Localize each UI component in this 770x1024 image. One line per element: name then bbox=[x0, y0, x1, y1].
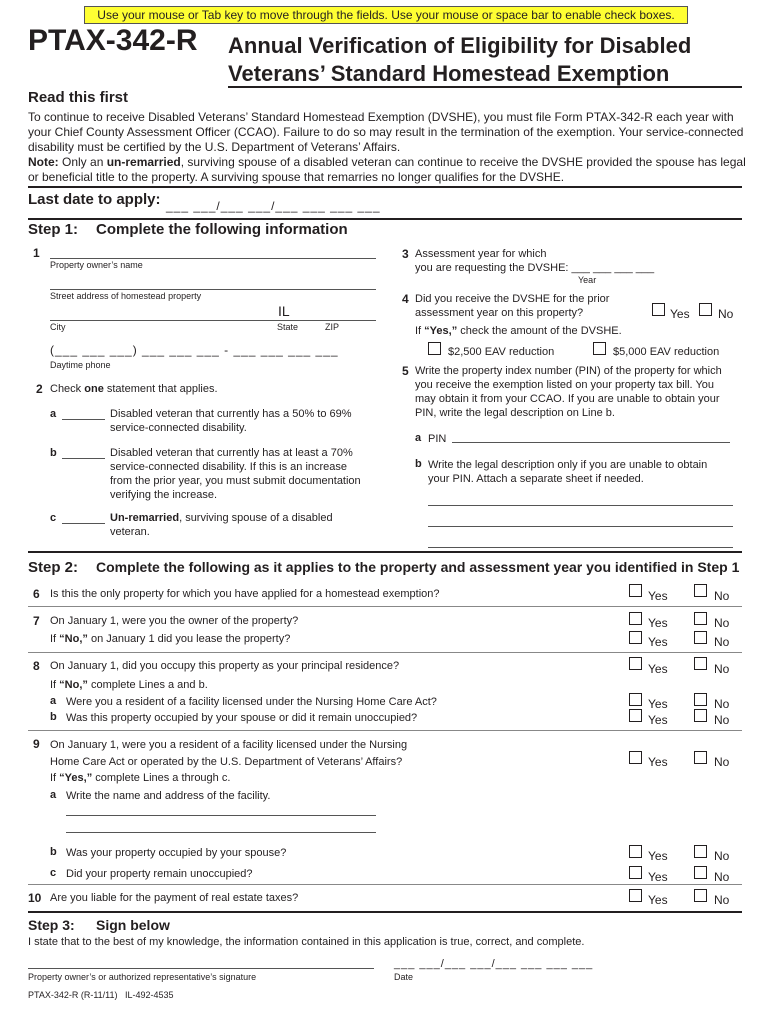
q8-yes-checkbox[interactable] bbox=[629, 657, 642, 670]
q2a-line: service-connected disability. bbox=[110, 422, 247, 434]
q9-text bbox=[50, 737, 407, 771]
q2-text-part: Check bbox=[50, 383, 85, 395]
q4-text bbox=[415, 292, 609, 320]
q9a-letter: a bbox=[50, 789, 57, 801]
q5-line: may obtain it from your CCAO. If you are unable to obtain your bbox=[415, 393, 720, 405]
q9-if-text: If bbox=[50, 772, 60, 784]
q8b-no-checkbox[interactable] bbox=[694, 709, 707, 722]
step1-label: Step 1: bbox=[28, 221, 79, 238]
note-text: , surviving spouse of a disabled veteran can continue to receive the DVSHE provided the spouse has legal bbox=[180, 155, 746, 169]
q7-no-label: No bbox=[714, 616, 730, 630]
q6-no-label: No bbox=[714, 589, 730, 603]
form-title bbox=[228, 32, 691, 88]
q7-if-text: If bbox=[50, 633, 60, 645]
divider bbox=[28, 551, 742, 553]
q2-bold: one bbox=[84, 383, 104, 395]
facility-field[interactable] bbox=[66, 815, 376, 816]
q5b-line: Write the legal description only if you are unable to obtain bbox=[428, 459, 708, 471]
q6-yes-label: Yes bbox=[648, 589, 668, 603]
step3-statement: I state that to the best of my knowledge, the information contained in this application is true, correct, and complete. bbox=[28, 936, 585, 948]
q9-if-yes bbox=[50, 771, 230, 785]
q3-text bbox=[415, 247, 654, 275]
q8-if-bold: “No,” bbox=[59, 679, 88, 691]
q2a-text bbox=[110, 407, 352, 435]
form-title-line2: Veterans’ Standard Homestead Exemption bbox=[228, 61, 670, 86]
q2b-text bbox=[110, 446, 361, 502]
q10-text: Are you liable for the payment of real estate taxes? bbox=[50, 892, 299, 904]
q8-if-no bbox=[50, 678, 208, 692]
q2c-text bbox=[110, 511, 333, 539]
q8-no-checkbox[interactable] bbox=[694, 657, 707, 670]
q7-if-no bbox=[50, 632, 290, 646]
q2c-bold: Un-remarried bbox=[110, 512, 180, 524]
q8-no-label: No bbox=[714, 662, 730, 676]
q7-number: 7 bbox=[33, 614, 40, 628]
q8a-text: Were you a resident of a facility licensed under the Nursing Home Care Act? bbox=[66, 696, 437, 708]
street-address-field[interactable] bbox=[50, 289, 376, 290]
step1-title: Complete the following information bbox=[96, 221, 348, 238]
q7-no-checkbox[interactable] bbox=[694, 612, 707, 625]
q9b-no-checkbox[interactable] bbox=[694, 845, 707, 858]
q9-if-text: complete Lines a through c. bbox=[92, 772, 231, 784]
q3-line: Assessment year for which bbox=[415, 248, 547, 260]
eav-5000-label: $5,000 EAV reduction bbox=[613, 346, 720, 358]
q8-number: 8 bbox=[33, 659, 40, 673]
q9-line: On January 1, were you a resident of a facility licensed under the Nursing bbox=[50, 739, 408, 751]
q9-if-bold: “Yes,” bbox=[59, 772, 93, 784]
divider bbox=[28, 884, 742, 885]
q7-lease-yes-checkbox[interactable] bbox=[629, 631, 642, 644]
q2c-line: veteran. bbox=[110, 526, 150, 538]
q9-no-checkbox[interactable] bbox=[694, 751, 707, 764]
q4-yes-checkbox[interactable] bbox=[652, 303, 665, 316]
q6-number: 6 bbox=[33, 587, 40, 601]
q6-no-checkbox[interactable] bbox=[694, 584, 707, 597]
legal-description-field[interactable] bbox=[428, 505, 733, 506]
eav-5000-checkbox[interactable] bbox=[593, 342, 606, 355]
read-first-text bbox=[28, 110, 758, 185]
step3-title: Sign below bbox=[96, 917, 170, 933]
q2b-line: from the prior year, you must submit documentation bbox=[110, 475, 361, 487]
note-bold: un-remarried bbox=[106, 155, 181, 169]
divider bbox=[28, 730, 742, 731]
q10-no-label: No bbox=[714, 893, 730, 907]
q9c-letter: c bbox=[50, 867, 57, 879]
q9b-letter: b bbox=[50, 846, 57, 858]
owner-name-label: Property owner’s name bbox=[50, 260, 143, 270]
signature-date-field[interactable]: ___ ___/___ ___/___ ___ ___ ___ bbox=[394, 958, 594, 970]
q2b-line: verifying the increase. bbox=[110, 489, 217, 501]
read-first-note bbox=[28, 155, 758, 170]
q8a-no-label: No bbox=[714, 697, 730, 711]
q4-line: Did you receive the DVSHE for the prior bbox=[415, 293, 610, 305]
q8a-no-checkbox[interactable] bbox=[694, 693, 707, 706]
signature-field[interactable] bbox=[28, 968, 374, 969]
state-value[interactable]: IL bbox=[278, 303, 290, 319]
q9c-yes-checkbox[interactable] bbox=[629, 866, 642, 879]
q2a-line: Disabled veteran that currently has a 50% to 69% bbox=[110, 408, 352, 420]
q2c-line bbox=[110, 511, 333, 525]
q6-yes-checkbox[interactable] bbox=[629, 584, 642, 597]
q5-line: PIN, write the legal description on Line b. bbox=[415, 407, 615, 419]
q10-number: 10 bbox=[28, 891, 42, 905]
signature-label: Property owner’s or authorized representative’s signature bbox=[28, 972, 257, 982]
read-first-line: disability must be certified by the U.S. Department of Veterans’ Affairs. bbox=[28, 140, 401, 154]
q5-text bbox=[415, 364, 722, 420]
q8b-letter: b bbox=[50, 711, 57, 723]
q9-yes-label: Yes bbox=[648, 755, 668, 769]
q5-line: Write the property index number (PIN) of the property for which bbox=[415, 365, 722, 377]
q3-number: 3 bbox=[402, 247, 409, 261]
q4-if-text: check the amount of the DVSHE. bbox=[457, 325, 622, 337]
q5b-line: your PIN. Attach a separate sheet if needed. bbox=[428, 473, 644, 485]
q7-lease-no-label: No bbox=[714, 635, 730, 649]
q5-number: 5 bbox=[402, 364, 409, 378]
q10-no-checkbox[interactable] bbox=[694, 889, 707, 902]
q9c-text: Did your property remain unoccupied? bbox=[66, 868, 253, 880]
q10-yes-checkbox[interactable] bbox=[629, 889, 642, 902]
legal-description-field[interactable] bbox=[428, 526, 733, 527]
form-footer: PTAX-342-R (R-11/11) IL-492-4535 bbox=[28, 990, 174, 1000]
q2-text-part: statement that applies. bbox=[103, 383, 218, 395]
q9c-no-checkbox[interactable] bbox=[694, 866, 707, 879]
q4-if-bold: “Yes,” bbox=[424, 325, 458, 337]
q4-if-yes bbox=[415, 324, 622, 338]
note-text: Only an bbox=[58, 155, 107, 169]
q5b-letter: b bbox=[415, 458, 422, 470]
last-date-label: Last date to apply: bbox=[28, 191, 161, 208]
form-number: PTAX-342-R bbox=[28, 24, 198, 57]
q9-line: Home Care Act or operated by the U.S. Department of Veterans’ Affairs? bbox=[50, 756, 403, 768]
read-first-heading: Read this first bbox=[28, 89, 129, 106]
q6-text: Is this the only property for which you have applied for a homestead exemption? bbox=[50, 588, 440, 600]
pin-field[interactable] bbox=[452, 442, 730, 443]
q9-no-label: No bbox=[714, 755, 730, 769]
q4-number: 4 bbox=[402, 292, 409, 306]
q4-no-checkbox[interactable] bbox=[699, 303, 712, 316]
q9b-yes-label: Yes bbox=[648, 849, 668, 863]
city-label: City bbox=[50, 322, 66, 332]
q8b-no-label: No bbox=[714, 713, 730, 727]
q3-line[interactable]: you are requesting the DVSHE: ___ ___ ___ ___ bbox=[415, 262, 655, 274]
eav-2500-label: $2,500 EAV reduction bbox=[448, 346, 555, 358]
q8a-yes-label: Yes bbox=[648, 697, 668, 711]
q4-line: assessment year on this property? bbox=[415, 307, 584, 319]
form-title-line1: Annual Verification of Eligibility for Disabled bbox=[228, 33, 692, 58]
q7-text: On January 1, were you the owner of the property? bbox=[50, 615, 299, 627]
year-label: Year bbox=[578, 275, 597, 285]
legal-description-field[interactable] bbox=[428, 547, 733, 548]
q5a-letter: a bbox=[415, 432, 422, 444]
q4-yes-label: Yes bbox=[670, 307, 690, 321]
divider bbox=[28, 652, 742, 653]
q2-text bbox=[50, 382, 218, 396]
step2-label: Step 2: bbox=[28, 559, 79, 576]
q4-no-label: No bbox=[718, 307, 734, 321]
q1-number: 1 bbox=[33, 246, 40, 260]
zip-label: ZIP bbox=[325, 322, 340, 332]
note-label: Note: bbox=[28, 155, 59, 169]
q8-yes-label: Yes bbox=[648, 662, 668, 676]
divider bbox=[28, 218, 742, 220]
eav-2500-checkbox[interactable] bbox=[428, 342, 441, 355]
instructions-banner: Use your mouse or Tab key to move through the fields. Use your mouse or space bar to enable check boxes. bbox=[84, 6, 688, 24]
divider bbox=[28, 911, 742, 913]
q9c-yes-label: Yes bbox=[648, 870, 668, 884]
q7-yes-checkbox[interactable] bbox=[629, 612, 642, 625]
q2c-letter: c bbox=[50, 512, 57, 524]
q2a-field[interactable] bbox=[62, 419, 105, 420]
q8a-yes-checkbox[interactable] bbox=[629, 693, 642, 706]
q8a-letter: a bbox=[50, 695, 57, 707]
street-address-label: Street address of homestead property bbox=[50, 291, 202, 301]
city-state-zip-field[interactable] bbox=[50, 320, 376, 321]
q7-if-text: on January 1 did you lease the property? bbox=[87, 633, 291, 645]
q2c-text-part: , surviving spouse of a disabled bbox=[179, 512, 333, 524]
last-date-field[interactable]: ___ ___/___ ___/___ ___ ___ ___ bbox=[166, 199, 381, 213]
q7-lease-no-checkbox[interactable] bbox=[694, 631, 707, 644]
divider bbox=[28, 606, 742, 607]
q8-text: On January 1, did you occupy this property as your principal residence? bbox=[50, 660, 400, 672]
read-first-line: your Chief County Assessment Officer (CCAO). Failure to do so may result in the termination of the exemption. Your service-connected bbox=[28, 125, 744, 139]
read-first-line: or beneficial title to the property. A surviving spouse that remarries no longer qualifies for the DVSHE. bbox=[28, 170, 565, 184]
phone-field[interactable]: (___ ___ ___) ___ ___ ___ - ___ ___ ___ ___ bbox=[50, 343, 339, 357]
facility-field[interactable] bbox=[66, 832, 376, 833]
q4-if-text: If bbox=[415, 325, 425, 337]
q7-lease-yes-label: Yes bbox=[648, 635, 668, 649]
state-label: State bbox=[277, 322, 299, 332]
q9-yes-checkbox[interactable] bbox=[629, 751, 642, 764]
q9b-yes-checkbox[interactable] bbox=[629, 845, 642, 858]
q5b-text bbox=[428, 458, 707, 486]
q9b-no-label: No bbox=[714, 849, 730, 863]
q2b-field[interactable] bbox=[62, 458, 105, 459]
q10-yes-label: Yes bbox=[648, 893, 668, 907]
q2a-letter: a bbox=[50, 408, 57, 420]
title-rule bbox=[228, 86, 742, 88]
step3-label: Step 3: bbox=[28, 917, 75, 933]
pin-label: PIN bbox=[428, 433, 447, 445]
q8-if-text: complete Lines a and b. bbox=[87, 679, 208, 691]
q9b-text: Was your property occupied by your spouse? bbox=[66, 847, 287, 859]
q9-number: 9 bbox=[33, 737, 40, 751]
date-label: Date bbox=[394, 972, 414, 982]
q8b-yes-label: Yes bbox=[648, 713, 668, 727]
q2-number: 2 bbox=[36, 382, 43, 396]
q2b-line: Disabled veteran that currently has at least a 70% bbox=[110, 447, 353, 459]
q5-line: you receive the exemption listed on your property tax bill. You bbox=[415, 379, 715, 391]
read-first-line: To continue to receive Disabled Veterans’ Standard Homestead Exemption (DVSHE), you must file Form PTAX-342-R each year with bbox=[28, 110, 734, 124]
q8b-text: Was this property occupied by your spouse or did it remain unoccupied? bbox=[66, 712, 418, 724]
q2b-letter: b bbox=[50, 447, 57, 459]
q2b-line: service-connected disability. If this is an increase bbox=[110, 461, 348, 473]
q8-if-text: If bbox=[50, 679, 60, 691]
q9a-text: Write the name and address of the facility. bbox=[66, 790, 271, 802]
owner-name-field[interactable] bbox=[50, 258, 376, 259]
q8b-yes-checkbox[interactable] bbox=[629, 709, 642, 722]
q9c-no-label: No bbox=[714, 870, 730, 884]
phone-label: Daytime phone bbox=[50, 360, 111, 370]
step2-title: Complete the following as it applies to the property and assessment year you identified in Step 1 bbox=[96, 559, 740, 575]
q2c-field[interactable] bbox=[62, 523, 105, 524]
q7-yes-label: Yes bbox=[648, 616, 668, 630]
q7-if-bold: “No,” bbox=[59, 633, 88, 645]
divider bbox=[28, 186, 742, 188]
